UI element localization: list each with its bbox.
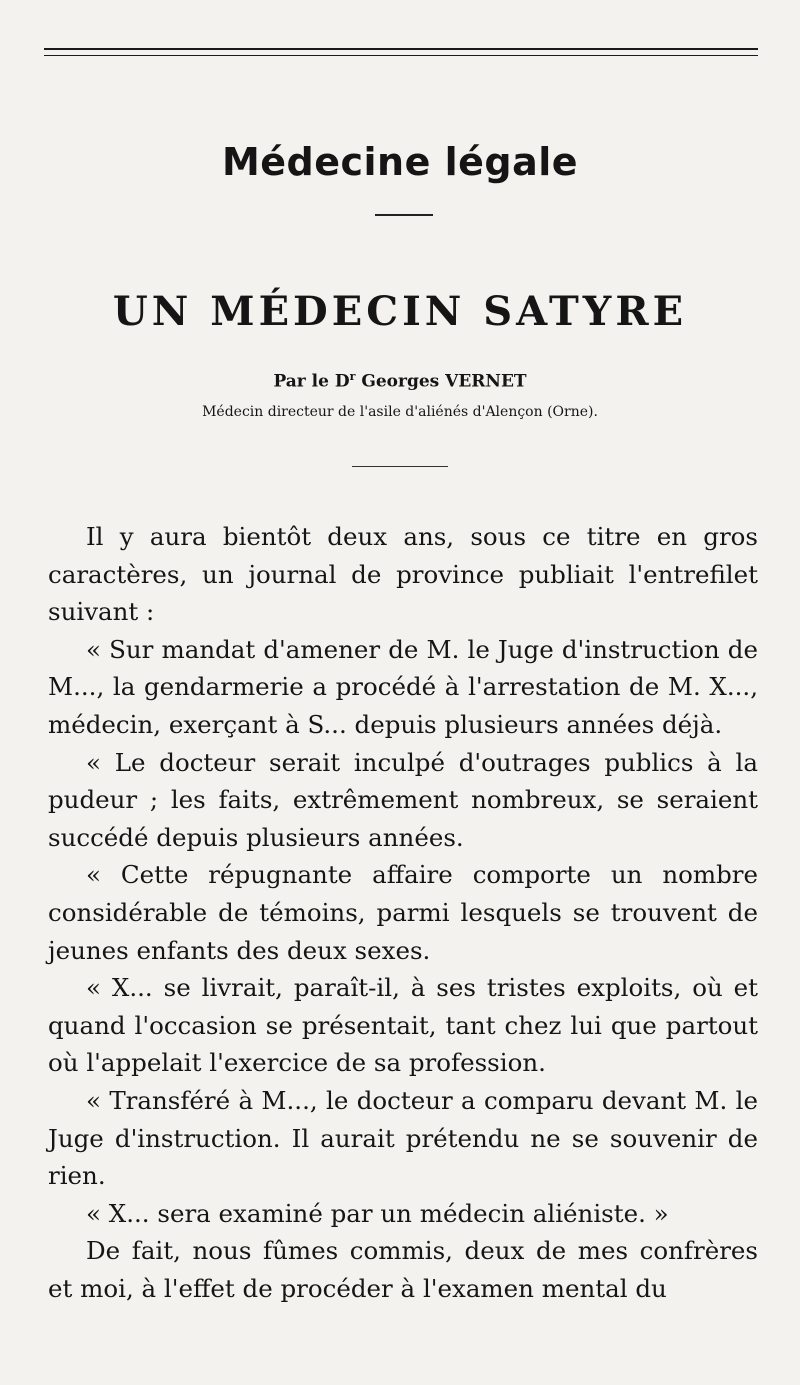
paragraph: Il y aura bientôt deux ans, sous ce titre en gros caractères, un journal de province publiait l'entrefilet suivant :	[48, 522, 758, 627]
paragraph: « Transféré à M..., le docteur a comparu devant M. le Juge d'instruction. Il aurait prétendu ne se souvenir de rien.	[48, 1085, 758, 1191]
byline-sup: r	[349, 370, 356, 383]
header-rule	[44, 48, 758, 50]
byline-prefix: Par le D	[273, 371, 350, 392]
byline	[0, 370, 800, 392]
section-title: Médecine légale	[221, 140, 579, 184]
paragraph: « X... se livrait, paraît-il, à ses tristes exploits, où et quand l'occasion se présentait, tant chez lui que partout où l'appelait l'exercice de sa profession.	[48, 973, 758, 1078]
paragraph: « X... sera examiné par un médecin aliéniste. »	[86, 1198, 669, 1228]
article-body	[48, 518, 758, 1307]
paragraph: « Sur mandat d'amener de M. le Juge d'instruction de M..., la gendarmerie a procédé à l'arrestation de M. X..., médecin, exerçant à S... depuis plusieurs années déjà.	[48, 634, 758, 739]
paragraph: « Le docteur serait inculpé d'outrages publics à la pudeur ; les faits, extrêmement nombreux, se seraient succédé depuis plusieurs années.	[48, 747, 758, 852]
title-divider	[375, 214, 433, 216]
author-affiliation: Médecin directeur de l'asile d'aliénés d'Alençon (Orne).	[202, 404, 598, 420]
author-name: Georges VERNET	[361, 371, 527, 392]
body-divider	[352, 466, 448, 467]
header-rule-thin	[44, 55, 758, 56]
paragraph: « Cette répugnante affaire comporte un nombre considérable de témoins, parmi lesquels se trouvent de jeunes enfants des deux sexes.	[48, 860, 758, 965]
paragraph: De fait, nous fûmes commis, deux de mes confrères et moi, à l'effet de procéder à l'examen mental du	[48, 1236, 758, 1303]
article-title: UN MÉDECIN SATYRE	[112, 288, 688, 335]
